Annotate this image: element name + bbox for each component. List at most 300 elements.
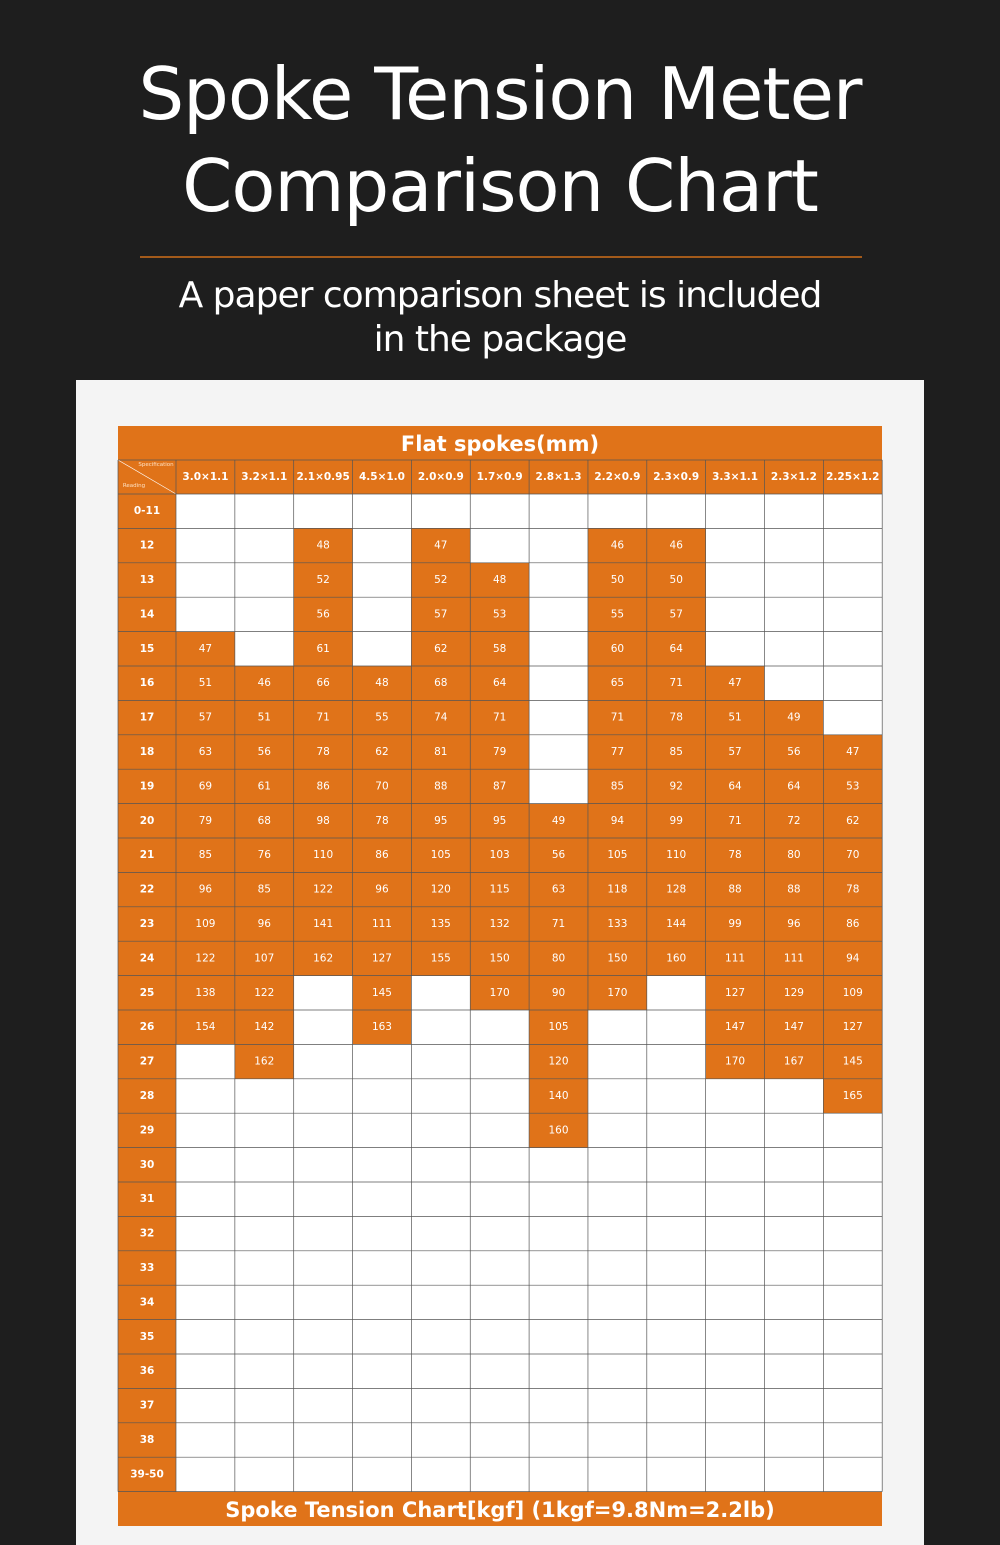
cell-value: 111 xyxy=(783,952,804,965)
table-cell xyxy=(235,1388,294,1422)
row-label: 27 xyxy=(139,1055,155,1068)
cell-value: 47 xyxy=(728,677,742,690)
table-cell xyxy=(470,1320,529,1354)
row-label: 24 xyxy=(139,952,155,965)
cell-value: 90 xyxy=(551,986,566,999)
table-title: Flat spokes(mm) xyxy=(118,426,882,460)
table-cell xyxy=(765,1388,824,1422)
table-cell xyxy=(411,1320,470,1354)
table-footer: Spoke Tension Chart[kgf] (1kgf=9.8Nm=2.2lb) xyxy=(118,1492,882,1526)
cell-value: 88 xyxy=(728,883,742,896)
table-cell xyxy=(706,597,765,631)
table-cell xyxy=(529,735,588,769)
cell-value: 107 xyxy=(254,952,275,965)
column-header: 2.3×0.9 xyxy=(653,471,700,483)
table-cell xyxy=(823,494,882,528)
table-cell xyxy=(529,1388,588,1422)
cell-value: 61 xyxy=(257,780,271,793)
row-label: 33 xyxy=(139,1262,155,1274)
table-cell xyxy=(294,494,353,528)
cell-value: 58 xyxy=(492,642,507,655)
cell-value: 145 xyxy=(371,986,392,999)
table-cell xyxy=(294,1044,353,1078)
table-cell xyxy=(588,1285,647,1319)
table-cell xyxy=(353,494,412,528)
table-cell xyxy=(823,528,882,562)
table-cell xyxy=(647,1182,706,1216)
table-cell xyxy=(353,1182,412,1216)
table-cell xyxy=(470,1113,529,1147)
table-cell xyxy=(588,1457,647,1491)
cell-value: 85 xyxy=(257,883,271,896)
cell-value: 48 xyxy=(492,574,507,586)
cell-value: 85 xyxy=(610,780,625,793)
cell-value: 150 xyxy=(489,952,510,965)
cell-value: 71 xyxy=(610,711,625,724)
table-cell xyxy=(765,1216,824,1250)
table-cell xyxy=(294,1354,353,1388)
table-cell xyxy=(411,1182,470,1216)
table-cell xyxy=(235,563,294,597)
cell-value: 111 xyxy=(725,952,746,965)
table-cell xyxy=(647,1010,706,1044)
cell-value: 49 xyxy=(787,711,801,724)
table-cell xyxy=(647,1044,706,1078)
column-header: 3.0×1.1 xyxy=(182,471,229,483)
row-label: 29 xyxy=(139,1124,155,1137)
table-cell xyxy=(411,1285,470,1319)
table-cell xyxy=(706,1320,765,1354)
table-cell xyxy=(765,632,824,666)
table-cell xyxy=(411,1079,470,1113)
row-label: 32 xyxy=(139,1227,155,1240)
cell-value: 99 xyxy=(728,918,742,930)
row-label: 39-50 xyxy=(130,1468,164,1481)
cell-value: 56 xyxy=(787,746,801,758)
table-cell xyxy=(529,1320,588,1354)
cell-value: 57 xyxy=(198,711,213,724)
cell-value: 109 xyxy=(195,918,216,930)
cell-value: 53 xyxy=(492,608,507,621)
cell-value: 70 xyxy=(846,849,860,862)
cell-value: 57 xyxy=(728,746,742,758)
table-cell xyxy=(235,1251,294,1285)
cell-value: 78 xyxy=(846,883,860,896)
cell-value: 71 xyxy=(551,918,566,930)
table-cell xyxy=(470,1457,529,1491)
table-cell xyxy=(176,1285,235,1319)
table-cell xyxy=(353,1457,412,1491)
table-cell xyxy=(176,1113,235,1147)
cell-value: 81 xyxy=(434,746,448,758)
cell-value: 56 xyxy=(551,849,566,862)
row-label: 12 xyxy=(139,539,155,552)
table-cell xyxy=(706,1113,765,1147)
table-cell xyxy=(353,1423,412,1457)
cell-value: 77 xyxy=(610,746,625,758)
column-header: 3.3×1.1 xyxy=(712,471,759,483)
cell-value: 51 xyxy=(198,677,213,690)
table-cell xyxy=(294,1388,353,1422)
row-label: 19 xyxy=(139,780,155,793)
cell-value: 69 xyxy=(198,780,213,793)
cell-value: 127 xyxy=(725,986,746,999)
table-cell xyxy=(235,494,294,528)
cell-value: 68 xyxy=(434,677,448,690)
cell-value: 141 xyxy=(313,918,334,930)
cell-value: 160 xyxy=(548,1124,569,1137)
cell-value: 46 xyxy=(257,677,271,690)
cell-value: 86 xyxy=(846,918,860,930)
table-cell xyxy=(529,494,588,528)
cell-value: 129 xyxy=(783,986,804,999)
table-cell xyxy=(588,1010,647,1044)
cell-value: 49 xyxy=(551,814,566,827)
table-cell xyxy=(176,1182,235,1216)
cell-value: 60 xyxy=(610,642,625,655)
table-cell xyxy=(765,1457,824,1491)
cell-value: 50 xyxy=(669,574,683,586)
table-cell xyxy=(235,1423,294,1457)
table-cell xyxy=(411,1251,470,1285)
table-cell xyxy=(176,1354,235,1388)
column-header: 1.7×0.9 xyxy=(476,471,523,483)
cell-value: 122 xyxy=(313,883,334,896)
table-cell xyxy=(470,1148,529,1182)
table-cell xyxy=(647,1423,706,1457)
cell-value: 94 xyxy=(610,814,625,827)
table-cell xyxy=(470,1285,529,1319)
cell-value: 162 xyxy=(313,952,334,965)
table-cell xyxy=(706,1457,765,1491)
cell-value: 52 xyxy=(434,574,448,586)
table-cell xyxy=(706,1388,765,1422)
cell-value: 62 xyxy=(434,642,448,655)
table-cell xyxy=(411,1010,470,1044)
table-cell xyxy=(411,1457,470,1491)
table-cell xyxy=(823,1388,882,1422)
cell-value: 109 xyxy=(842,986,863,999)
table-cell xyxy=(294,1182,353,1216)
row-label: 13 xyxy=(139,574,155,586)
cell-value: 155 xyxy=(430,952,451,965)
table-cell xyxy=(647,1216,706,1250)
table-cell xyxy=(470,1354,529,1388)
table-cell xyxy=(294,1320,353,1354)
cell-value: 46 xyxy=(669,539,683,552)
table-cell xyxy=(353,1320,412,1354)
cell-value: 62 xyxy=(846,814,860,827)
cell-value: 110 xyxy=(666,849,687,862)
cell-value: 165 xyxy=(842,1090,863,1102)
cell-value: 96 xyxy=(375,883,389,896)
table-cell xyxy=(823,1320,882,1354)
cell-value: 70 xyxy=(375,780,389,793)
table-cell xyxy=(647,1251,706,1285)
table-cell xyxy=(706,1251,765,1285)
table-cell xyxy=(647,1285,706,1319)
table-cell xyxy=(353,1354,412,1388)
cell-value: 94 xyxy=(846,952,860,965)
table-cell xyxy=(588,1113,647,1147)
cell-value: 105 xyxy=(430,849,451,862)
cell-value: 103 xyxy=(489,849,510,862)
table-cell xyxy=(235,1216,294,1250)
cell-value: 64 xyxy=(492,677,507,690)
cell-value: 86 xyxy=(375,849,389,862)
cell-value: 135 xyxy=(430,918,451,930)
row-label: 20 xyxy=(139,814,155,827)
cell-value: 79 xyxy=(492,746,507,758)
cell-value: 147 xyxy=(725,1021,746,1034)
cell-value: 162 xyxy=(254,1055,275,1068)
row-label: 23 xyxy=(139,918,155,930)
cell-value: 122 xyxy=(195,952,216,965)
cell-value: 76 xyxy=(257,849,271,862)
table-cell xyxy=(529,1182,588,1216)
table-cell xyxy=(470,1216,529,1250)
table-cell xyxy=(823,1113,882,1147)
row-label: 16 xyxy=(139,677,155,690)
cell-value: 71 xyxy=(728,814,742,827)
cell-value: 170 xyxy=(725,1055,746,1068)
cell-value: 51 xyxy=(257,711,271,724)
cell-value: 110 xyxy=(313,849,334,862)
table-cell xyxy=(235,1354,294,1388)
table-cell xyxy=(765,1285,824,1319)
cell-value: 61 xyxy=(316,642,330,655)
row-label: 15 xyxy=(139,642,155,655)
table-cell xyxy=(647,1079,706,1113)
row-label: 22 xyxy=(139,883,155,896)
table-cell xyxy=(529,1148,588,1182)
cell-value: 111 xyxy=(371,918,392,930)
table-cell xyxy=(411,1216,470,1250)
cell-value: 128 xyxy=(666,883,687,896)
table-cell xyxy=(823,1216,882,1250)
column-header: 3.2×1.1 xyxy=(241,471,288,483)
table-cell xyxy=(235,1182,294,1216)
cell-value: 150 xyxy=(607,952,628,965)
table-cell xyxy=(353,597,412,631)
cell-value: 74 xyxy=(434,711,448,724)
row-label: 30 xyxy=(139,1158,155,1171)
cell-value: 115 xyxy=(489,883,510,896)
table-cell xyxy=(470,1251,529,1285)
column-header: 2.8×1.3 xyxy=(535,471,582,483)
table-cell xyxy=(176,563,235,597)
table-cell xyxy=(353,1388,412,1422)
table-cell xyxy=(294,1148,353,1182)
table-cell xyxy=(529,1457,588,1491)
table-cell xyxy=(470,1079,529,1113)
table-cell xyxy=(647,494,706,528)
subtitle-line-1: A paper comparison sheet is included xyxy=(178,275,822,316)
table-cell xyxy=(588,1044,647,1078)
table-cell xyxy=(176,1457,235,1491)
table-cell xyxy=(176,1320,235,1354)
row-label: 21 xyxy=(139,849,155,862)
cell-value: 57 xyxy=(434,608,448,621)
table-cell xyxy=(470,1010,529,1044)
table-cell xyxy=(765,494,824,528)
corner-label-top: Specification xyxy=(138,462,174,468)
row-label: 31 xyxy=(139,1193,155,1206)
table-cell xyxy=(823,666,882,700)
table-cell xyxy=(823,1251,882,1285)
table-cell xyxy=(411,494,470,528)
table-cell xyxy=(706,563,765,597)
table-cell xyxy=(411,1044,470,1078)
table-cell xyxy=(235,528,294,562)
cell-value: 47 xyxy=(434,539,448,552)
table-cell xyxy=(294,1113,353,1147)
cell-value: 145 xyxy=(842,1055,863,1068)
row-label: 35 xyxy=(139,1330,155,1343)
cell-value: 65 xyxy=(610,677,625,690)
table-cell xyxy=(176,1044,235,1078)
cell-value: 120 xyxy=(548,1055,569,1068)
table-cell xyxy=(353,528,412,562)
table-cell xyxy=(529,528,588,562)
table-cell xyxy=(823,700,882,734)
table-cell xyxy=(706,528,765,562)
table-cell xyxy=(470,1388,529,1422)
cell-value: 62 xyxy=(375,746,389,758)
table-cell xyxy=(706,1148,765,1182)
cell-value: 132 xyxy=(489,918,510,930)
table-cell xyxy=(823,1285,882,1319)
table-cell xyxy=(470,528,529,562)
table-cell xyxy=(647,976,706,1010)
cell-value: 140 xyxy=(548,1090,569,1102)
row-label: 14 xyxy=(139,608,155,621)
table-cell xyxy=(647,1320,706,1354)
cell-value: 87 xyxy=(492,780,507,793)
cell-value: 48 xyxy=(375,677,389,690)
table-cell xyxy=(588,1251,647,1285)
cell-value: 147 xyxy=(783,1021,804,1034)
table-cell xyxy=(294,1079,353,1113)
cell-value: 98 xyxy=(316,814,330,827)
cell-value: 80 xyxy=(551,952,566,965)
cell-value: 167 xyxy=(783,1055,804,1068)
table-cell xyxy=(294,1010,353,1044)
table-cell xyxy=(706,1354,765,1388)
table-cell xyxy=(706,1216,765,1250)
cell-value: 46 xyxy=(610,539,625,552)
table-cell xyxy=(823,1423,882,1457)
table-cell xyxy=(588,1354,647,1388)
table-cell xyxy=(235,632,294,666)
cell-value: 118 xyxy=(607,883,628,896)
table-cell xyxy=(706,632,765,666)
cell-value: 96 xyxy=(198,883,213,896)
table-cell xyxy=(823,597,882,631)
table-cell xyxy=(176,528,235,562)
cell-value: 78 xyxy=(316,746,330,758)
corner-label-bottom: Reading xyxy=(122,483,146,489)
table-cell xyxy=(176,494,235,528)
row-label: 25 xyxy=(139,986,155,999)
cell-value: 57 xyxy=(669,608,683,621)
table-cell xyxy=(176,1388,235,1422)
cell-value: 96 xyxy=(257,918,271,930)
table-cell xyxy=(588,1216,647,1250)
table-cell xyxy=(765,1251,824,1285)
title-line-1: Spoke Tension Meter xyxy=(138,52,862,136)
cell-value: 105 xyxy=(548,1021,569,1034)
table-cell xyxy=(353,1113,412,1147)
table-cell xyxy=(765,1423,824,1457)
table-cell xyxy=(353,563,412,597)
table-cell xyxy=(706,1423,765,1457)
cell-value: 144 xyxy=(666,918,687,930)
table-cell xyxy=(470,1044,529,1078)
cell-value: 68 xyxy=(257,814,271,827)
table-cell xyxy=(765,666,824,700)
cell-value: 51 xyxy=(728,711,742,724)
table-cell xyxy=(823,1457,882,1491)
cell-value: 63 xyxy=(198,746,213,758)
cell-value: 71 xyxy=(492,711,507,724)
table-cell xyxy=(529,1423,588,1457)
table-cell xyxy=(588,1423,647,1457)
column-header: 2.0×0.9 xyxy=(417,471,464,483)
table-cell xyxy=(294,1457,353,1491)
column-header: 2.2×0.9 xyxy=(594,471,641,483)
table-cell xyxy=(470,1182,529,1216)
cell-value: 95 xyxy=(492,814,507,827)
table-cell xyxy=(647,1354,706,1388)
cell-value: 78 xyxy=(375,814,389,827)
table-cell xyxy=(294,1285,353,1319)
row-label: 17 xyxy=(139,711,155,724)
table-cell xyxy=(353,1285,412,1319)
cell-value: 72 xyxy=(787,814,801,827)
cell-value: 64 xyxy=(728,780,742,793)
cell-value: 133 xyxy=(607,918,628,930)
table-cell xyxy=(765,563,824,597)
column-header: 4.5×1.0 xyxy=(358,471,405,483)
table-cell xyxy=(353,1216,412,1250)
table-cell xyxy=(235,1079,294,1113)
table-cell xyxy=(529,1251,588,1285)
cell-value: 96 xyxy=(787,918,801,930)
cell-value: 160 xyxy=(666,952,687,965)
row-label: 37 xyxy=(139,1399,155,1412)
table-cell xyxy=(353,1148,412,1182)
row-label: 34 xyxy=(139,1296,155,1309)
table-cell xyxy=(176,1148,235,1182)
table-cell xyxy=(235,597,294,631)
table-cell xyxy=(706,1182,765,1216)
cell-value: 64 xyxy=(787,780,801,793)
table-cell xyxy=(411,1148,470,1182)
cell-value: 71 xyxy=(316,711,330,724)
cell-value: 56 xyxy=(316,608,330,621)
column-header: 2.25×1.2 xyxy=(826,471,880,483)
table-cell xyxy=(588,494,647,528)
row-label: 38 xyxy=(139,1434,155,1446)
cell-value: 63 xyxy=(551,883,566,896)
cell-value: 80 xyxy=(787,849,801,862)
table-cell xyxy=(470,1423,529,1457)
cell-value: 138 xyxy=(195,986,216,999)
cell-value: 55 xyxy=(610,608,625,621)
table-cell xyxy=(529,1285,588,1319)
table-cell xyxy=(588,1148,647,1182)
